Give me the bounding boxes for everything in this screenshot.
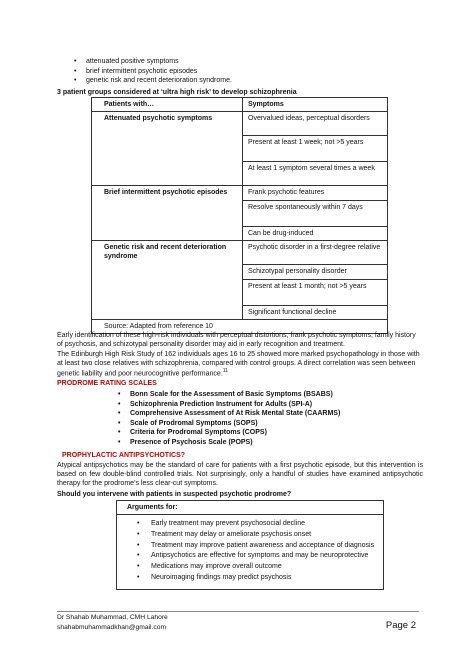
scales-list xyxy=(118,390,340,448)
symptom-cell: Significant functional decline xyxy=(243,305,388,320)
table-row xyxy=(117,515,384,590)
intervene-question: Should you intervene with patients in suspected psychotic prodrome? xyxy=(57,491,292,498)
arguments-table xyxy=(116,500,384,590)
symptom-cell: Present at least 1 month; not >5 years xyxy=(243,279,388,305)
list-item: • Treatment may delay or ameliorate psychosis onset xyxy=(137,530,312,538)
symptom-cell: Overvalued ideas, perceptual disorders xyxy=(243,112,388,136)
arguments-list xyxy=(137,519,375,583)
list-item: • Bonn Scale for the Assessment of Basic Symptoms (BSABS) xyxy=(118,390,340,400)
paragraph: Atypical antipsychotics may be the standard of care for patients with a first psychotic episode, but this intervention is based on few double-blind controlled trials. Not surprisingly, only a handful of studies have examined antipsychotic therapy for the prodrome’s less clear-cut symptoms. xyxy=(57,462,423,488)
uhr-table xyxy=(91,97,388,334)
list-item: • Medications may improve overall outcome xyxy=(137,563,282,571)
col1-header: Patients with… xyxy=(92,98,243,112)
table-source: Source: Adapted from reference 10 xyxy=(92,320,388,334)
list-item: • brief intermittent psychotic episodes xyxy=(74,67,232,77)
group-name: Attenuated psychotic symptoms xyxy=(92,112,243,186)
uhr-heading: 3 patient groups considered at ‘ultra high risk’ to develop schizophrenia xyxy=(57,89,297,96)
paragraph-text: The Edinburgh High Risk Study of 162 individuals ages 16 to 25 showed more marked psychopathology in those with at least two close relatives with schizophrenia, compared with control groups. A direct correlation was seen between genetic liability and poor neurocognitive performance. xyxy=(57,351,420,378)
footer-email: shahabmuhammadkhan@gmail.com xyxy=(57,624,167,631)
table-header-row xyxy=(92,98,388,112)
list-item: • Early treatment may prevent psychosocial decline xyxy=(137,520,306,528)
table-row xyxy=(92,112,388,136)
reference-number: 11 xyxy=(222,368,228,375)
list-item: • genetic risk and recent deterioration syndrome. xyxy=(74,76,232,86)
list-item: • attenuated positive symptoms xyxy=(74,57,232,67)
group-name: Brief intermittent psychotic episodes xyxy=(92,186,243,241)
symptom-cell: Can be drug-induced xyxy=(243,226,388,241)
table-header-row xyxy=(117,501,384,515)
argument-text: Treatment may delay or ameliorate psychosis onset xyxy=(151,530,312,538)
list-item: • Presence of Psychosis Scale (POPS) xyxy=(118,438,340,448)
argument-text: Antipsychotics are effective for symptoms and may be neuroprotective xyxy=(151,552,369,560)
prodrome-heading: PRODROME RATING SCALES xyxy=(57,380,157,387)
list-item: • Treatment may improve patient awareness and acceptance of diagnosis xyxy=(137,541,375,549)
col2-header: Symptoms xyxy=(243,98,388,112)
table-row xyxy=(92,186,388,201)
prophylactic-heading: PROPHYLACTIC ANTIPSYCHOTICS? xyxy=(62,452,186,459)
arguments-header: Arguments for: xyxy=(117,501,384,515)
list-item: • Comprehensive Assessment of At Risk Mental State (CAARMS) xyxy=(118,409,340,419)
argument-text: Neuroimaging findings may predict psychosis xyxy=(151,574,292,582)
symptom-cell: Schizotypal personality disorder xyxy=(243,265,388,280)
intro-bullet-list xyxy=(74,57,232,86)
symptom-cell: Psychotic disorder in a first-degree relative xyxy=(243,241,388,265)
list-item: • Antipsychotics are effective for symptoms and may be neuroprotective xyxy=(137,552,369,560)
page-number: Page 2 xyxy=(385,620,416,631)
symptom-cell: Present at least 1 week; not >5 years xyxy=(243,136,388,162)
symptom-cell: Frank psychotic features xyxy=(243,186,388,201)
list-item: • Scale of Prodromal Symptoms (SOPS) xyxy=(118,419,340,429)
argument-text: Early treatment may prevent psychosocial decline xyxy=(151,520,306,528)
paragraph xyxy=(57,350,423,379)
argument-text: Treatment may improve patient awareness and acceptance of diagnosis xyxy=(151,541,375,549)
paragraph: Early identification of these high-risk individuals with perceptual distortions, frank psychotic symptoms, family history of psychosis, and schizotypal personality disorder may aid in early recognition and treatment. xyxy=(57,332,416,349)
list-item: • Schizophrenia Prediction Instrument for Adults (SPI-A) xyxy=(118,400,340,410)
argument-text: Medications may improve overall outcome xyxy=(151,563,282,571)
arguments-cell xyxy=(117,515,384,590)
list-item: • Neuroimaging findings may predict psychosis xyxy=(137,574,292,582)
symptom-cell: At least 1 symptom several times a week xyxy=(243,162,388,186)
list-item: • Criteria for Prodromal Symptoms (COPS) xyxy=(118,428,340,438)
table-row xyxy=(92,241,388,265)
group-name: Genetic risk and recent deterioration syndrome xyxy=(92,241,243,320)
symptom-cell: Resolve spontaneously within 7 days xyxy=(243,200,388,226)
footer-author: Dr Shahab Muhammad, CMH Lahore xyxy=(57,614,168,621)
footer-divider xyxy=(57,611,419,612)
